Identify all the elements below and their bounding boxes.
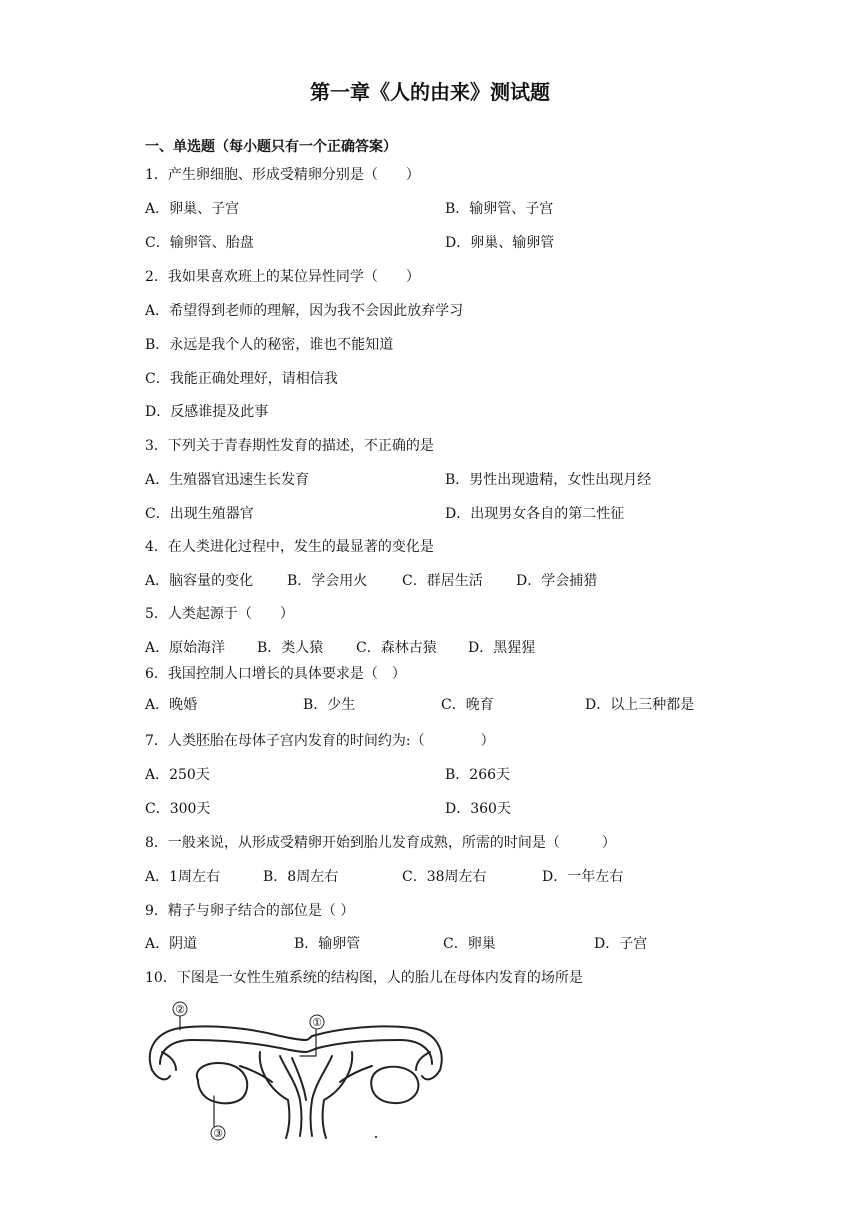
- stray-dot: [375, 1136, 377, 1138]
- question-10-stem: 10．下图是一女性生殖系统的结构图，人的胎儿在母体内发育的场所是: [145, 970, 583, 986]
- left-fallopian-tube-inner: [160, 1040, 306, 1064]
- right-fimbria: [416, 1052, 440, 1079]
- question-2-option-c: C．我能正确处理好，请相信我: [145, 371, 338, 387]
- question-4-option-a: A．脑容量的变化: [145, 573, 254, 589]
- question-2-option-d: D．反感谁提及此事: [145, 404, 269, 420]
- question-3-stem: 3．下列关于青春期性发育的描述，不正确的是: [145, 438, 434, 454]
- question-8-option-b: B．8周左右: [263, 869, 339, 885]
- left-ovary: [197, 1063, 247, 1103]
- question-3-option-d: D．出现男女各自的第二性征: [445, 506, 625, 522]
- question-4-stem: 4．在人类进化过程中，发生的最显著的变化是: [145, 539, 434, 555]
- question-6-option-b: B．少生: [303, 697, 356, 713]
- question-3-option-a: A．生殖器官迅速生长发育: [145, 472, 310, 488]
- question-5-option-c: C．森林古猿: [356, 640, 437, 656]
- question-2-stem: 2．我如果喜欢班上的某位异性同学（ ）: [145, 269, 420, 285]
- diagram-label-3: ③: [213, 1127, 223, 1140]
- question-2-option-a: A．希望得到老师的理解，因为我不会因此放弃学习: [145, 303, 464, 319]
- question-1-option-b: B．输卵管、子宫: [445, 201, 554, 217]
- right-fallopian-tube: [306, 1026, 442, 1070]
- question-6-option-c: C．晚育: [441, 697, 494, 713]
- female-reproductive-system-diagram: [140, 1000, 460, 1150]
- question-4-option-b: B．学会用火: [287, 573, 368, 589]
- question-5-option-d: D．黑猩猩: [468, 640, 536, 656]
- question-1-option-a: A．卵巢、子宫: [145, 201, 240, 217]
- question-7-option-c: C．300天: [145, 801, 211, 817]
- question-3-option-c: C．出现生殖器官: [145, 506, 254, 522]
- question-8-option-d: D．一年左右: [542, 869, 624, 885]
- question-7-option-d: D．360天: [445, 801, 511, 817]
- right-ovary: [371, 1067, 418, 1103]
- question-7-option-a: A．250天: [145, 767, 210, 783]
- question-1-option-c: C．输卵管、胎盘: [145, 235, 254, 251]
- question-9-option-a: A．阴道: [145, 936, 198, 952]
- question-5-option-b: B．类人猿: [257, 640, 324, 656]
- question-1-stem: 1．产生卵细胞、形成受精卵分别是（ ）: [145, 167, 420, 183]
- question-9-stem: 9．精子与卵子结合的部位是（ ）: [145, 903, 355, 919]
- question-8-option-a: A．1周左右: [145, 869, 221, 885]
- question-9-option-d: D．子宫: [594, 936, 648, 952]
- question-7-option-b: B．266天: [445, 767, 511, 783]
- question-7-stem: 7．人类胚胎在母体子宫内发育的时间约为:（ ）: [145, 733, 495, 749]
- question-9-option-b: B．输卵管: [294, 936, 361, 952]
- question-3-option-b: B．男性出现遗精，女性出现月经: [445, 472, 652, 488]
- diagram-label-2: ②: [175, 1003, 185, 1016]
- question-8-option-c: C．38周左右: [402, 869, 487, 885]
- question-1-option-d: D．卵巢、输卵管: [445, 235, 555, 251]
- question-2-option-b: B．永远是我个人的秘密，谁也不能知道: [145, 337, 394, 353]
- question-4-option-d: D．学会捕猎: [516, 573, 598, 589]
- right-fallopian-tube-inner: [306, 1040, 432, 1064]
- diagram-label-1: ①: [312, 1016, 322, 1029]
- question-5-stem: 5．人类起源于（ ）: [145, 606, 294, 622]
- question-6-option-d: D．以上三种都是: [585, 697, 695, 713]
- page-title: 第一章《人的由来》测试题: [310, 80, 550, 104]
- left-fimbria: [152, 1052, 176, 1079]
- question-4-option-c: C．群居生活: [402, 573, 483, 589]
- right-ligament: [340, 1066, 372, 1082]
- question-6-stem: 6．我国控制人口增长的具体要求是（ ）: [145, 666, 406, 682]
- question-9-option-c: C．卵巢: [443, 936, 496, 952]
- question-8-stem: 8．一般来说，从形成受精卵开始到胎儿发育成熟，所需的时间是（ ）: [145, 835, 616, 851]
- section-heading: 一、单选题（每小题只有一个正确答案）: [145, 139, 397, 155]
- question-5-option-a: A．原始海洋: [145, 640, 226, 656]
- question-6-option-a: A．晚婚: [145, 697, 198, 713]
